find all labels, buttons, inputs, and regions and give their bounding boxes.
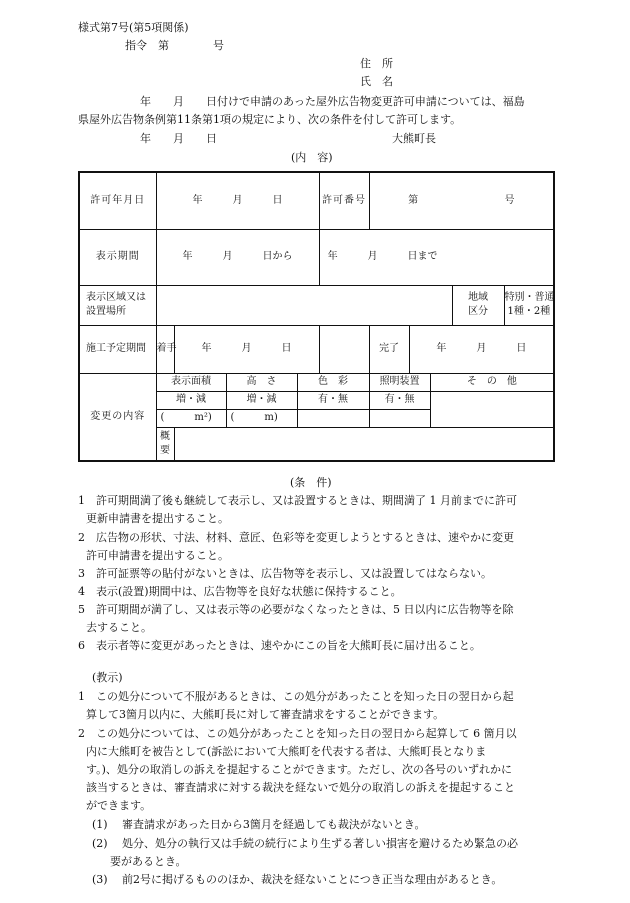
- permit-number-suffix: 号: [504, 194, 515, 206]
- color-yes-no: 有・無: [297, 391, 369, 409]
- change-content-label: 変更の内容: [79, 373, 156, 461]
- permit-date-value: 年 月 日: [156, 172, 319, 229]
- summary-label-line1: 概: [160, 430, 170, 442]
- location-label-line2: 設置場所: [86, 306, 126, 317]
- height-unit: ( m): [226, 409, 297, 427]
- condition-5-line2: 去すること。: [86, 621, 152, 634]
- lighting-detail: [369, 409, 430, 427]
- start-value: 年 月 日: [174, 325, 319, 373]
- condition-2-num: 2: [78, 531, 85, 544]
- summary-value: [174, 427, 554, 461]
- form-number: 様式第7号(第5項関係): [78, 21, 189, 34]
- directive-number: 指令 第 号: [125, 39, 224, 52]
- notice-1-line1: この処分について不服があるときは、この処分があったことを知った日の翌日から起: [96, 690, 514, 703]
- col-other: そ の 他: [430, 373, 554, 391]
- notice-1-line2: 算して3箇月以内に、大熊町長に対して審査請求をすることができます。: [86, 708, 445, 721]
- notice-sub-2-line1: 処分、処分の執行又は手続の続行により生ずる著しい損害を避けるため緊急の必: [122, 837, 518, 850]
- display-period-label: 表示期間: [79, 229, 156, 285]
- area-unit: ( m²): [156, 409, 226, 427]
- intro-line-2: 県屋外広告物条例第11条第1項の規定により、次の条件を付して許可します。: [78, 113, 462, 126]
- permit-number-label: 許可番号: [319, 172, 369, 229]
- condition-1-line2: 更新申請書を提出すること。: [86, 512, 229, 525]
- notice-2-num: 2: [78, 727, 85, 740]
- notice-sub-3-num: (3): [92, 873, 108, 886]
- region-label-line2: 区分: [468, 306, 489, 317]
- region-value: [504, 285, 554, 325]
- notice-1-num: 1: [78, 690, 85, 703]
- notice-sub-1-num: (1): [92, 818, 108, 831]
- condition-4-num: 4: [78, 585, 85, 598]
- notice-2-line3: す。)、処分の取消しの訴えを提起することができます。ただし、次の各号のいずれかに: [86, 763, 513, 776]
- contents-title: (内 容): [291, 151, 333, 164]
- notice-2-line5: ができます。: [86, 799, 152, 812]
- col-lighting: 照明装置: [369, 373, 430, 391]
- display-period-from: 年 月 日から: [156, 229, 319, 285]
- date-line: 年 月 日: [140, 132, 217, 145]
- permit-date-label: 許可年月日: [79, 172, 156, 229]
- start-label: 着手: [156, 325, 174, 373]
- condition-2-line2: 許可申請書を提出すること。: [86, 549, 229, 562]
- address-label: 住 所: [360, 57, 393, 70]
- notice-2-line2: 内に大熊町を被告として(訴訟において大熊町を代表する者は、大熊町長となりま: [86, 745, 487, 758]
- notice-title: (教示): [92, 671, 123, 684]
- col-height: 高 さ: [226, 373, 297, 391]
- permit-form-table: [78, 171, 555, 462]
- notice-2-line1: この処分については、この処分があったことを知った日の翌日から起算して 6 箇月以: [96, 727, 517, 740]
- summary-label-line2: 要: [160, 444, 170, 456]
- condition-5-num: 5: [78, 603, 85, 616]
- condition-6-num: 6: [78, 639, 85, 652]
- display-period-to: 年 月 日まで: [319, 229, 554, 285]
- notice-sub-3-text: 前2号に掲げるもののほか、裁決を経ないことにつき正当な理由があるとき。: [122, 873, 503, 886]
- conditions-title: (条 件): [290, 476, 332, 489]
- location-value: [156, 285, 452, 325]
- notice-sub-1-text: 審査請求があった日から3箇月を経過しても裁決がないとき。: [122, 818, 426, 831]
- color-detail: [297, 409, 369, 427]
- finish-label: 完了: [369, 325, 409, 373]
- col-display-area: 表示面積: [156, 373, 226, 391]
- condition-5-line1: 許可期間が満了し、又は表示等の必要がなくなったときは、5 日以内に広告物等を除: [96, 603, 514, 616]
- height-inc-dec: 増・減: [226, 391, 297, 409]
- condition-3-line1: 許可証票等の貼付がないときは、広告物等を表示し、又は設置してはならない。: [96, 567, 492, 580]
- finish-value: 年 月 日: [409, 325, 554, 373]
- location-label: [79, 285, 156, 325]
- name-label: 氏 名: [360, 75, 393, 88]
- region-label: [452, 285, 504, 325]
- notice-sub-2-line2: 要があるとき。: [110, 855, 187, 868]
- condition-3-num: 3: [78, 567, 85, 580]
- summary-label: [156, 427, 174, 461]
- issuer: 大熊町長: [392, 132, 436, 145]
- condition-2-line1: 広告物の形状、寸法、材料、意匠、色彩等を変更しようとするときは、速やかに変更: [96, 531, 514, 544]
- location-label-line1: 表示区域又は: [86, 292, 146, 303]
- region-value-line1: 特別・普通: [504, 292, 555, 303]
- other-value: [430, 391, 554, 427]
- region-label-line1: 地域: [468, 292, 489, 303]
- construction-period-label: 施工予定期間: [79, 325, 156, 373]
- notice-sub-2-num: (2): [92, 837, 108, 850]
- col-color: 色 彩: [297, 373, 369, 391]
- lighting-yes-no: 有・無: [369, 391, 430, 409]
- condition-1-line1: 許可期間満了後も継続して表示し、又は設置するときは、期間満了 1 月前までに許可: [96, 494, 517, 507]
- condition-1-num: 1: [78, 494, 85, 507]
- intro-line-1: 年 月 日付けで申請のあった屋外広告物変更許可申請については、福島: [140, 95, 525, 108]
- area-inc-dec: 増・減: [156, 391, 226, 409]
- condition-6-line1: 表示者等に変更があったときは、速やかにこの旨を大熊町長に届け出ること。: [96, 639, 481, 652]
- permit-number-prefix: 第: [408, 194, 419, 206]
- permit-number-value: [369, 172, 554, 229]
- region-value-line2: 1種・2種: [507, 306, 551, 317]
- condition-4-line1: 表示(設置)期間中は、広告物等を良好な状態に保持すること。: [96, 585, 402, 598]
- notice-2-line4: 該当するときは、審査請求に対する裁決を経ないで処分の取消しの訴えを提起すること: [86, 781, 515, 794]
